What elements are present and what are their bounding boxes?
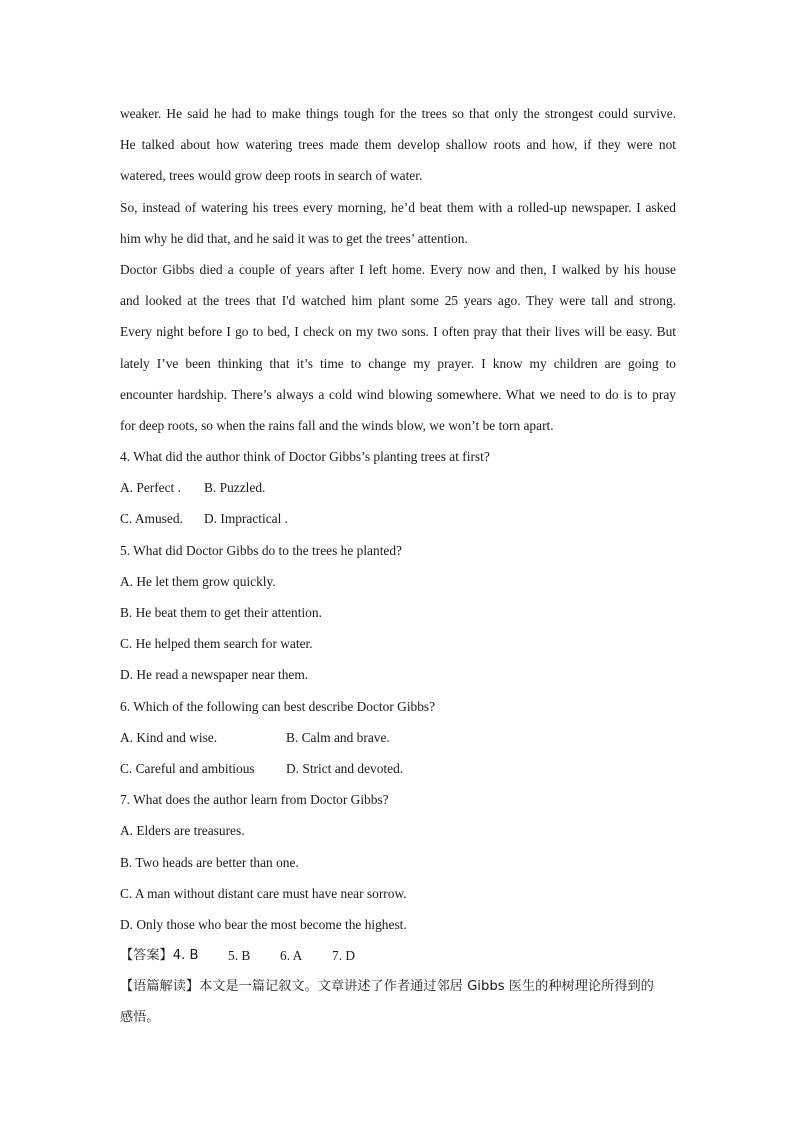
q5-option-a: A. He let them grow quickly.: [120, 573, 276, 589]
passage-line: So, instead of watering his trees every morning, he’d beat them with a rolled-up newspaper. I asked: [120, 199, 676, 215]
question-4: 4. What did the author think of Doctor Gibbs’s planting trees at first?: [120, 449, 490, 465]
question-5: 5. What did Doctor Gibbs do to the trees he planted?: [120, 542, 403, 558]
q6-option-a: A. Kind and wise.: [120, 729, 218, 745]
passage-line: Doctor Gibbs died a couple of years after I left home. Every now and then, I walked by his house: [120, 261, 676, 277]
q7-option-c: C. A man without distant care must have near sorrow.: [120, 885, 407, 901]
q6-option-d: D. Strict and devoted.: [286, 760, 404, 776]
q6-options-row1: [120, 722, 676, 753]
answer-label: 【答案】4. B: [120, 948, 199, 964]
analysis-line: 感悟。: [120, 1010, 160, 1026]
document-page: [120, 98, 676, 1034]
question-6: 6. Which of the following can best describe Doctor Gibbs?: [120, 698, 436, 714]
passage-line: him why he did that, and he said it was to get the trees’ attention.: [120, 230, 468, 246]
q7-option-a: A. Elders are treasures.: [120, 823, 245, 839]
passage-line: watered, trees would grow deep roots in search of water.: [120, 168, 423, 184]
q4-option-a: A. Perfect .: [120, 480, 181, 496]
q6-option-b: B. Calm and brave.: [286, 729, 390, 745]
answer-6: 6. A: [280, 948, 303, 964]
passage-line: for deep roots, so when the rains fall and the winds blow, we won’t be torn apart.: [120, 417, 554, 433]
analysis-line: 【语篇解读】本文是一篇记叙文。文章讲述了作者通过邻居 Gibbs 医生的种树理论所得到的: [120, 979, 654, 995]
passage-line: encounter hardship. There’s always a cold wind blowing somewhere. What we need to do is to pray: [120, 386, 676, 402]
q4-options-row1: [120, 472, 676, 503]
passage-line: weaker. He said he had to make things tough for the trees so that only the strongest could survive.: [120, 106, 676, 121]
answer-7: 7. D: [332, 948, 356, 964]
passage-line: lately I’ve been thinking that it’s time to change my prayer. I know my children are going to: [120, 355, 676, 371]
passage-line: and looked at the trees that I'd watched him plant some 25 years ago. They were tall and strong.: [120, 293, 676, 309]
q4-option-c: C. Amused.: [120, 511, 183, 527]
passage-line: He talked about how watering trees made them develop shallow roots and how, if they were not: [120, 137, 676, 153]
q5-option-c: C. He helped them search for water.: [120, 636, 313, 652]
q4-option-d: D. Impractical .: [204, 511, 289, 527]
q4-option-b: B. Puzzled.: [204, 480, 266, 496]
answer-key: [120, 940, 676, 971]
q4-options-row2: [120, 503, 676, 534]
q6-options-row2: [120, 753, 676, 784]
q7-option-b: B. Two heads are better than one.: [120, 854, 299, 870]
q7-option-d: D. Only those who bear the most become the highest.: [120, 916, 407, 932]
q5-option-d: D. He read a newspaper near them.: [120, 667, 309, 683]
q6-option-c: C. Careful and ambitious: [120, 760, 255, 776]
passage-line: Every night before I go to bed, I check on my two sons. I often pray that their lives will be easy. But: [120, 324, 676, 340]
answer-5: 5. B: [228, 948, 251, 964]
question-7: 7. What does the author learn from Doctor Gibbs?: [120, 792, 389, 808]
q5-option-b: B. He beat them to get their attention.: [120, 605, 322, 620]
